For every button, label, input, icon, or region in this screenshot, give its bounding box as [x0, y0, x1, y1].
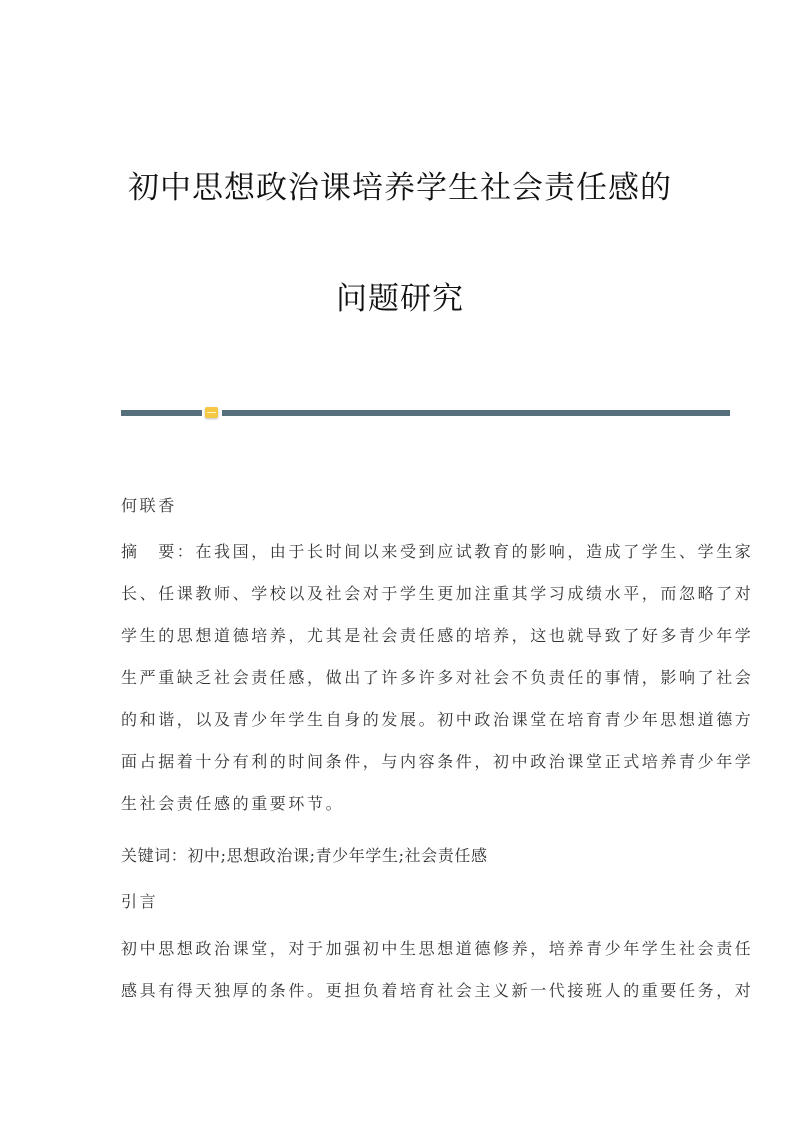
author: 何联香 [121, 496, 177, 515]
abstract-line: 长、任课教师、学校以及社会对于学生更加注重其学习成绩水平，而忽略了对 [121, 584, 754, 603]
abstract-line: 的和谐，以及青少年学生自身的发展。初中政治课堂在培育青少年思想道德方 [121, 710, 754, 729]
divider-left [121, 410, 202, 416]
abstract-line: 学生的思想道德培养，尤其是社会责任感的培养，这也就导致了好多青少年学 [121, 626, 754, 645]
abstract-line: 生严重缺乏社会责任感，做出了许多许多对社会不负责任的事情，影响了社会 [121, 668, 754, 687]
title-line-1: 初中思想政治课培养学生社会责任感的 [128, 170, 672, 206]
intro-heading: 引言 [121, 892, 159, 911]
abstract-line: 摘 要：在我国，由于长时间以来受到应试教育的影响，造成了学生、学生家 [121, 542, 754, 561]
keywords: 关键词：初中;思想政治课;青少年学生;社会责任感 [121, 846, 488, 865]
divider-ornament-icon [205, 407, 218, 418]
intro-line: 感具有得天独厚的条件。更担负着培育社会主义新一代接班人的重要任务，对 [121, 981, 754, 1000]
intro-line: 初中思想政治课堂，对于加强初中生思想道德修养，培养青少年学生社会责任 [121, 939, 754, 958]
divider-right [222, 410, 730, 416]
abstract-line: 生社会责任感的重要环节。 [121, 794, 345, 813]
abstract-line: 面占据着十分有利的时间条件，与内容条件，初中政治课堂正式培养青少年学 [121, 752, 754, 771]
title-line-2: 问题研究 [336, 281, 464, 317]
